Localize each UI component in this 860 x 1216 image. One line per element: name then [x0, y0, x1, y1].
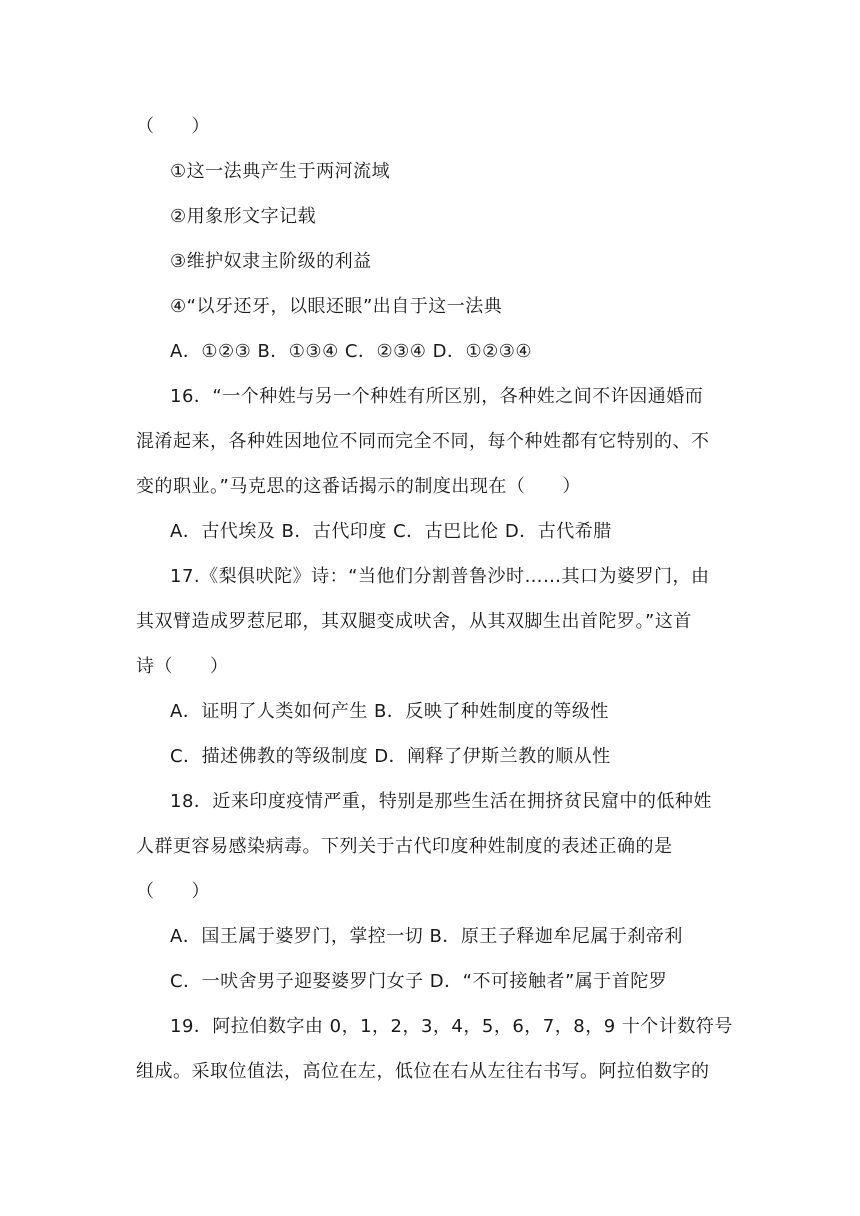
question-16-line-1: 16．“一个种姓与另一个种姓有所区别，各种姓之间不许因通婚而 — [170, 386, 704, 407]
statement-2: ②用象形文字记载 — [170, 206, 317, 227]
question-17-line-1: 17.《梨俱吠陀》诗：“当他们分割普鲁沙时……其口为婆罗门，由 — [170, 566, 710, 587]
question-18-line-1: 18．近来印度疫情严重，特别是那些生活在拥挤贫民窟中的低种姓 — [170, 791, 712, 812]
question-17-line-3: 诗（ ） — [136, 656, 229, 677]
question-16-line-3: 变的职业。”马克思的这番话揭示的制度出现在（ ） — [136, 476, 581, 497]
answer-paren-q15: （ ） — [136, 116, 210, 137]
statement-1: ①这一法典产生于两河流域 — [170, 161, 391, 182]
question-19-line-1: 19．阿拉伯数字由 0，1，2，3，4，5，6，7，8，9 十个计数符号 — [170, 1016, 733, 1037]
statement-3: ③维护奴隶主阶级的利益 — [170, 251, 372, 272]
question-19-line-2: 组成。采取位值法，高位在左，低位在右从左往右书写。阿拉伯数字的 — [136, 1061, 710, 1082]
options-q18-row-2: C．一吠舍男子迎娶婆罗门女子 D．“不可接触者”属于首陀罗 — [170, 971, 668, 992]
question-17-line-2: 其双臂造成罗惹尼耶，其双腿变成吠舍，从其双脚生出首陀罗。”这首 — [136, 611, 692, 632]
question-16-line-2: 混淆起来，各种姓因地位不同而完全不同，每个种姓都有它特别的、不 — [136, 431, 710, 452]
options-q15: A．①②③ B．①③④ C．②③④ D．①②③④ — [170, 341, 533, 362]
question-18-line-2: 人群更容易感染病毒。下列关于古代印度种姓制度的表述正确的是 — [136, 836, 673, 857]
options-q17-row-2: C．描述佛教的等级制度 D．阐释了伊斯兰教的顺从性 — [170, 746, 611, 767]
options-q18-row-1: A．国王属于婆罗门，掌控一切 B．原王子释迦牟尼属于刹帝利 — [170, 926, 683, 947]
options-q17-row-1: A．证明了人类如何产生 B．反映了种姓制度的等级性 — [170, 701, 609, 722]
statement-4: ④“以牙还牙，以眼还眼”出自于这一法典 — [170, 296, 503, 317]
answer-paren-q18: （ ） — [136, 881, 210, 902]
options-q16: A．古代埃及 B．古代印度 C．古巴比伦 D．古代希腊 — [170, 521, 612, 542]
